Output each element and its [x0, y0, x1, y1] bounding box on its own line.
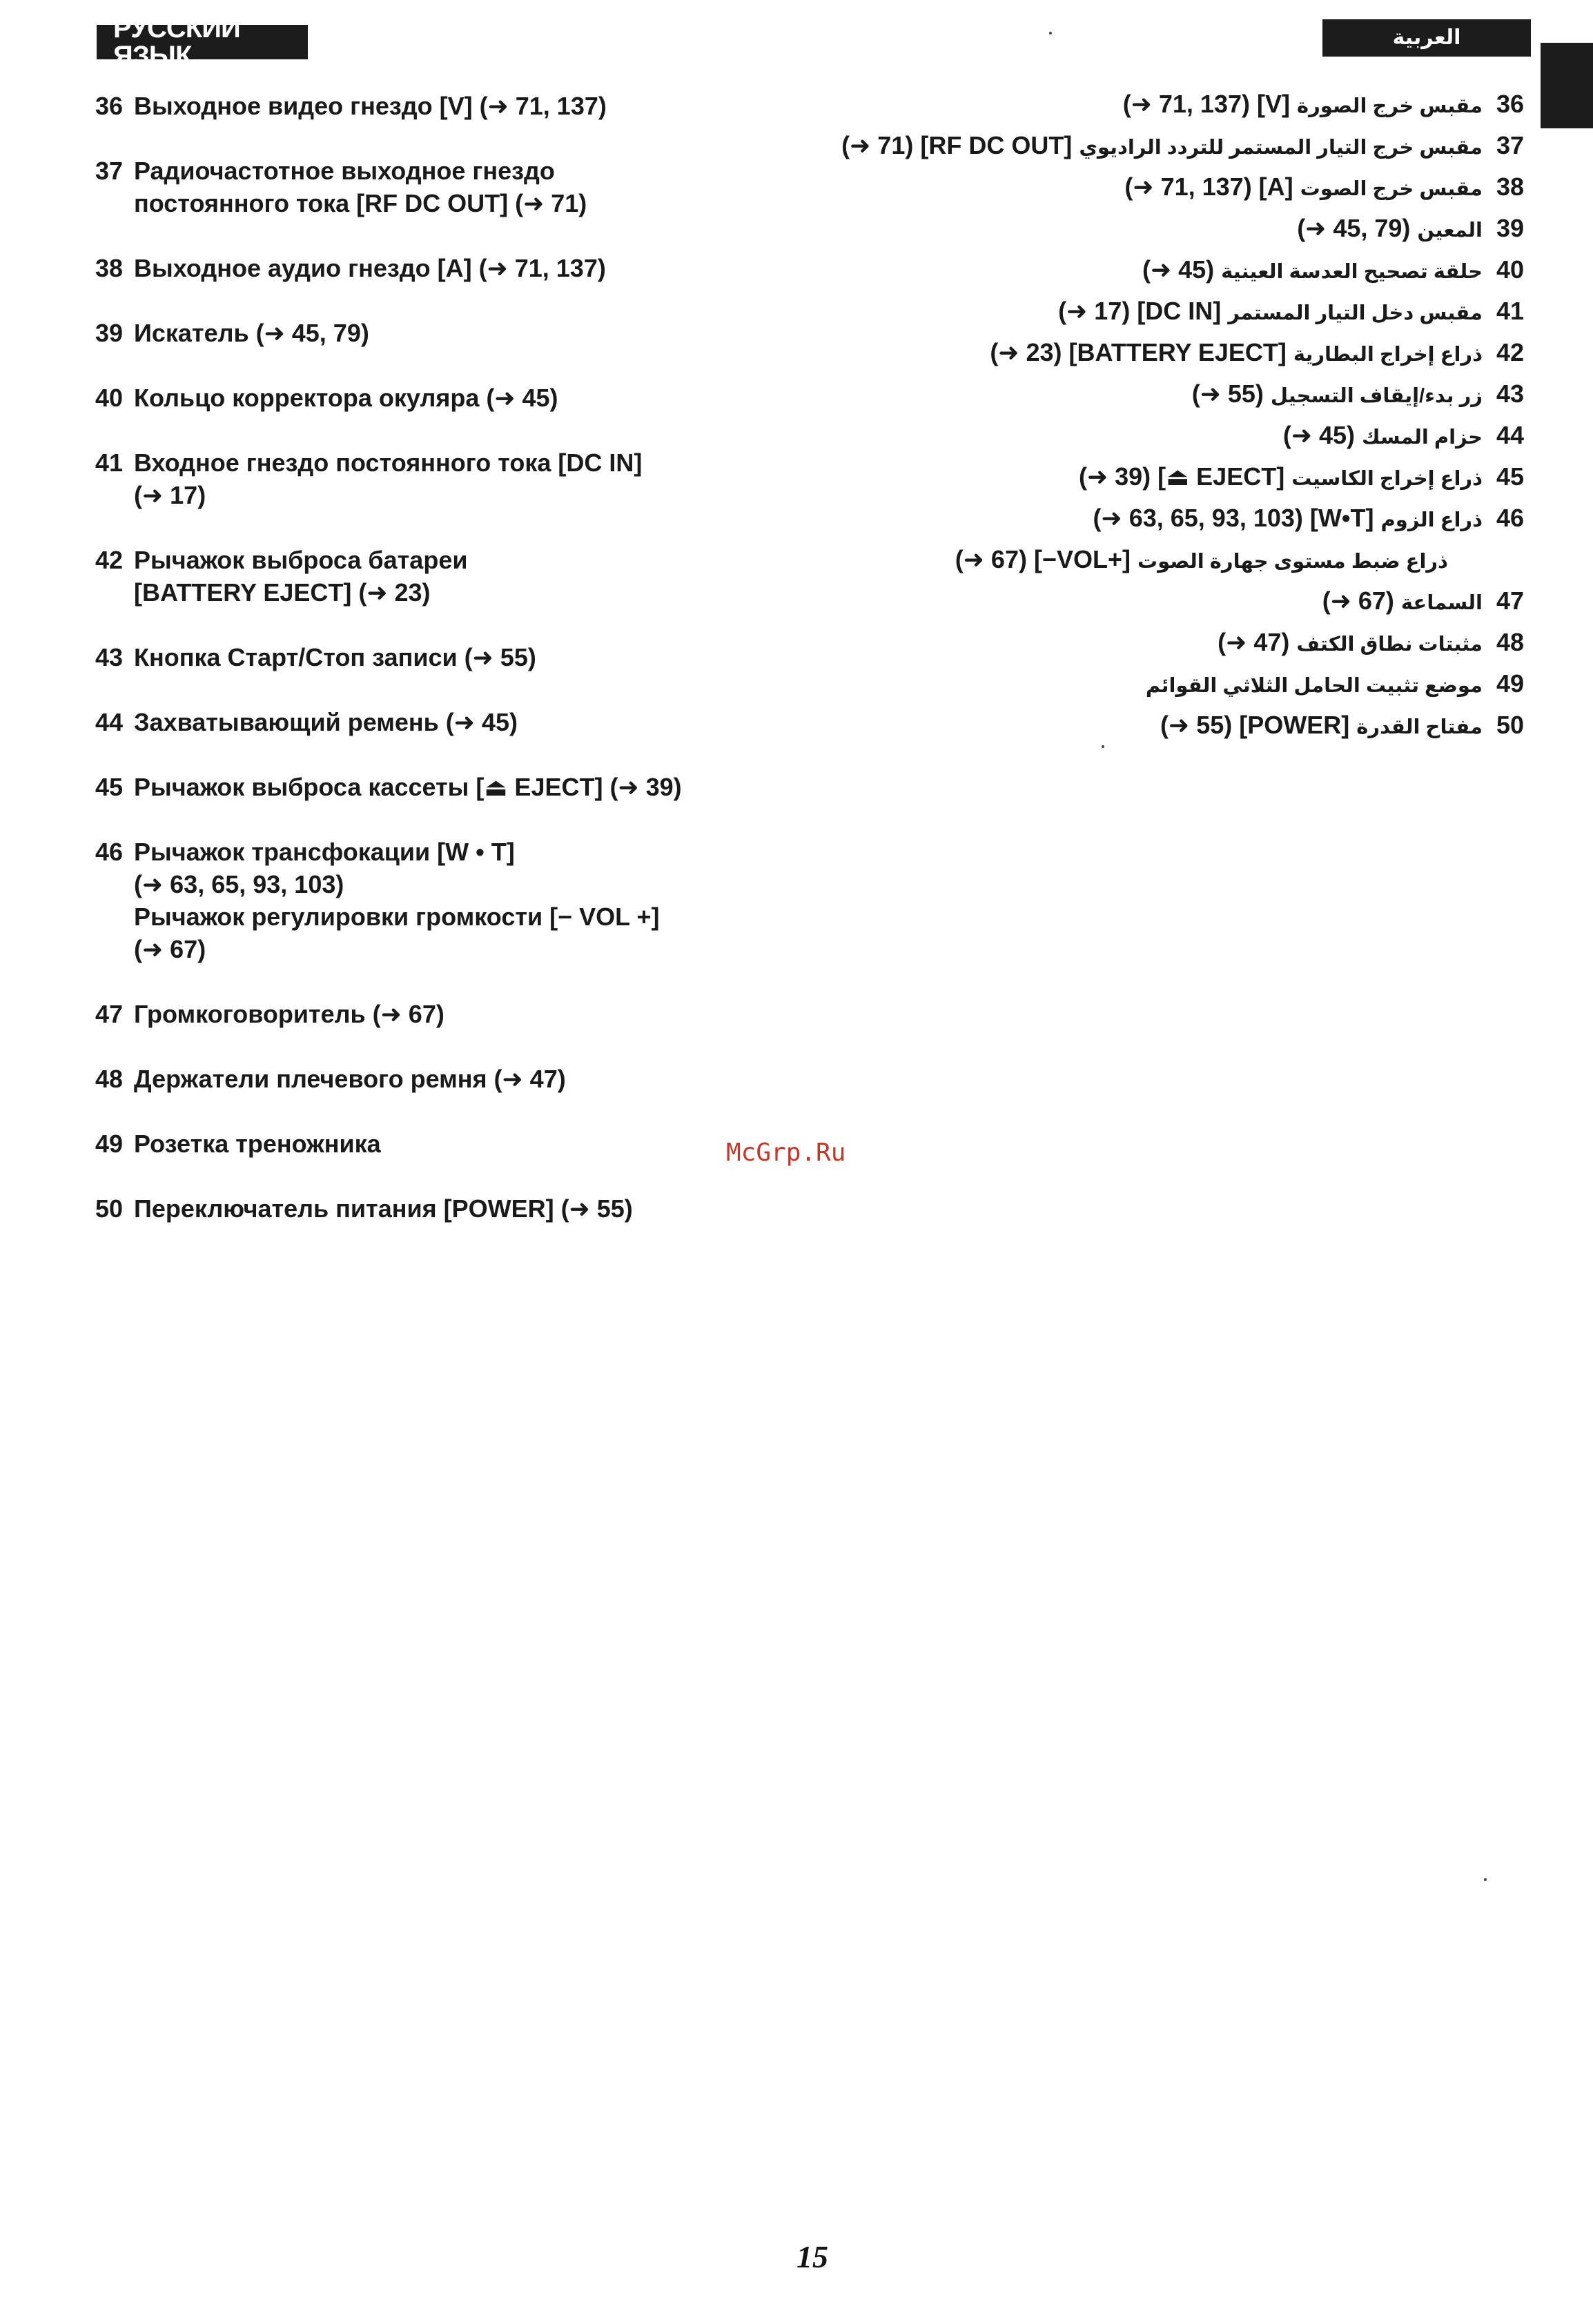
item-reference: (➜ 39) [⏏ EJECT]: [1078, 462, 1285, 491]
item-line: Розетка треножника: [134, 1130, 381, 1158]
russian-item: [95, 1192, 785, 1225]
item-number: 40: [95, 384, 124, 412]
arabic-item: [834, 669, 1524, 711]
arabic-item: [834, 587, 1524, 628]
arabic-item: [834, 255, 1524, 297]
item-text: حزام المسك: [1362, 426, 1483, 449]
item-number: 45: [1496, 462, 1524, 491]
russian-item: [95, 446, 785, 511]
item-number: 37: [95, 157, 124, 185]
item-text: مثبتات نطاق الكتف: [1296, 633, 1483, 656]
arabic-parts-list: [834, 90, 1524, 752]
item-number: 44: [1496, 421, 1524, 449]
item-line: (➜ 67): [134, 935, 206, 963]
item-text: [134, 1127, 785, 1160]
item-text: [134, 836, 785, 965]
russian-item: [95, 641, 785, 673]
scan-speck: [1102, 745, 1104, 748]
item-number: 42: [95, 546, 124, 574]
russian-item: [95, 317, 785, 349]
item-number: 47: [1496, 587, 1524, 615]
item-text: [134, 771, 785, 803]
arabic-item: [834, 421, 1524, 462]
item-number: 36: [1496, 90, 1524, 118]
russian-item: [95, 155, 785, 219]
item-line: (➜ 17): [134, 481, 206, 509]
russian-item: [95, 998, 785, 1030]
russian-item: [95, 706, 785, 738]
item-number: 48: [95, 1065, 124, 1093]
item-text: [134, 252, 785, 284]
item-number: 49: [95, 1130, 124, 1158]
item-number: 40: [1496, 255, 1524, 284]
item-reference: (➜ 47): [1218, 628, 1290, 656]
russian-item: [95, 836, 785, 965]
item-number: 39: [95, 319, 124, 347]
item-text: ذراع إخراج الكاسيت: [1291, 468, 1483, 490]
item-number: 37: [1496, 131, 1524, 159]
item-number: 46: [1496, 504, 1524, 532]
item-number: 38: [1496, 173, 1524, 201]
item-text: [134, 1192, 785, 1225]
arabic-item: [834, 338, 1524, 380]
watermark: McGrp.Ru: [726, 1139, 846, 1167]
item-number: 41: [95, 449, 124, 477]
item-line: Входное гнездо постоянного тока [DC IN]: [134, 449, 643, 477]
item-line: Выходное видео гнездо [V] (➜ 71, 137): [134, 92, 607, 120]
arabic-item: [834, 504, 1524, 545]
item-reference: (➜ 17) [DC IN]: [1058, 297, 1222, 325]
item-reference: (➜ 23) [BATTERY EJECT]: [990, 338, 1287, 366]
item-number: 50: [1496, 711, 1524, 739]
russian-item: [95, 1127, 785, 1160]
arabic-item: [834, 297, 1524, 338]
item-line: Кольцо корректора окуляра (➜ 45): [134, 384, 558, 412]
item-number: 39: [1496, 214, 1524, 242]
item-line: Выходное аудио гнездо [A] (➜ 71, 137): [134, 254, 606, 282]
russian-item: [95, 771, 785, 803]
item-number: 43: [95, 643, 124, 671]
arabic-item: [834, 462, 1524, 504]
item-text: [134, 317, 785, 349]
scan-speck: [1049, 32, 1052, 35]
arabic-item: [834, 90, 1524, 131]
item-text: مقبس خرج الصورة: [1296, 95, 1483, 117]
item-number: 47: [95, 1000, 124, 1028]
item-text: السماعة: [1400, 592, 1483, 614]
item-number: 44: [95, 708, 124, 736]
page-edge-marker: [1541, 43, 1593, 128]
item-text: المعين: [1417, 219, 1483, 242]
item-number: 50: [95, 1194, 124, 1223]
arabic-item: [834, 173, 1524, 214]
item-text: مقبس خرج الصوت: [1300, 178, 1483, 200]
item-text: مقبس دخل التيار المستمر: [1228, 302, 1483, 324]
russian-item: [95, 1063, 785, 1095]
item-line: Кнопка Старт/Стоп записи (➜ 55): [134, 643, 536, 671]
item-number: 49: [1496, 669, 1524, 698]
item-reference: (➜ 67) [−VOL+]: [955, 545, 1131, 573]
item-text: [134, 90, 785, 122]
item-reference: (➜ 71) [RF DC OUT]: [841, 131, 1073, 159]
item-number: 43: [1496, 380, 1524, 408]
item-number: 46: [95, 838, 124, 866]
item-text: [134, 998, 785, 1030]
item-number: 38: [95, 254, 124, 282]
item-number: 41: [1496, 297, 1524, 325]
item-text: [134, 641, 785, 673]
item-line: Переключатель питания [POWER] (➜ 55): [134, 1194, 633, 1223]
item-reference: (➜ 71, 137) [A]: [1124, 173, 1293, 201]
item-line: Захватывающий ремень (➜ 45): [134, 708, 518, 736]
item-reference: (➜ 71, 137) [V]: [1122, 90, 1290, 118]
russian-parts-list: [95, 90, 785, 1225]
item-text: [134, 446, 785, 511]
item-text: ذراع إخراج البطارية: [1293, 344, 1483, 366]
russian-item: [95, 90, 785, 122]
item-line: (➜ 63, 65, 93, 103): [134, 870, 344, 898]
language-tab-arabic: العربية: [1322, 19, 1531, 57]
item-text: [134, 382, 785, 414]
item-number: 42: [1496, 338, 1524, 366]
item-reference: (➜ 63, 65, 93, 103) [W•T]: [1093, 504, 1374, 532]
item-line: Держатели плечевого ремня (➜ 47): [134, 1065, 566, 1093]
russian-item: [95, 382, 785, 414]
item-text: [134, 706, 785, 738]
russian-item: [95, 544, 785, 609]
item-text: حلقة تصحيح العدسة العينية: [1221, 261, 1483, 283]
item-reference: (➜ 55): [1191, 380, 1264, 408]
item-reference: (➜ 55) [POWER]: [1160, 711, 1350, 739]
item-number: 48: [1496, 628, 1524, 656]
item-line: Рычажок трансфокации [W • T]: [134, 838, 515, 866]
arabic-item: [834, 711, 1524, 752]
item-line: Искатель (➜ 45, 79): [134, 319, 369, 347]
item-text: موضع تثبيت الحامل الثلاثي القوائم: [1145, 675, 1483, 697]
item-text: ذراع الزوم: [1380, 509, 1483, 531]
item-text: [134, 1063, 785, 1095]
arabic-item: [834, 628, 1524, 669]
language-tab-russian: РУССКИЙ ЯЗЫК: [97, 25, 308, 59]
item-line: Радиочастотное выходное гнездо: [134, 157, 555, 185]
page-number: 15: [796, 2239, 828, 2274]
item-line: Громкоговоритель (➜ 67): [134, 1000, 444, 1028]
item-number: 45: [95, 773, 124, 801]
item-text: مفتاح القدرة: [1356, 716, 1483, 738]
item-number: 36: [95, 92, 124, 120]
item-line: Рычажок регулировки громкости [− VOL +]: [134, 903, 660, 931]
item-text: [134, 155, 785, 219]
item-reference: (➜ 45, 79): [1297, 214, 1411, 242]
item-text: ذراع ضبط مستوى جهارة الصوت: [1137, 551, 1448, 573]
arabic-item: [834, 380, 1524, 421]
arabic-item: [834, 545, 1524, 587]
item-line: [BATTERY EJECT] (➜ 23): [134, 578, 431, 607]
item-text: مقبس خرج التيار المستمر للتردد الراديوي: [1079, 137, 1483, 159]
item-line: постоянного тока [RF DC OUT] (➜ 71): [134, 189, 587, 217]
arabic-item: [834, 131, 1524, 173]
russian-item: [95, 252, 785, 284]
item-reference: (➜ 45): [1282, 421, 1356, 449]
item-reference: (➜ 67): [1322, 587, 1394, 615]
item-text: [134, 544, 785, 609]
item-line: Рычажок выброса батареи: [134, 546, 468, 574]
scan-speck: [1484, 1878, 1487, 1881]
item-reference: (➜ 45): [1142, 255, 1215, 284]
arabic-item: [834, 214, 1524, 255]
item-text: زر بدء/إيقاف التسجيل: [1270, 385, 1483, 407]
item-line: Рычажок выброса кассеты [⏏ EJECT] (➜ 39): [134, 773, 682, 801]
